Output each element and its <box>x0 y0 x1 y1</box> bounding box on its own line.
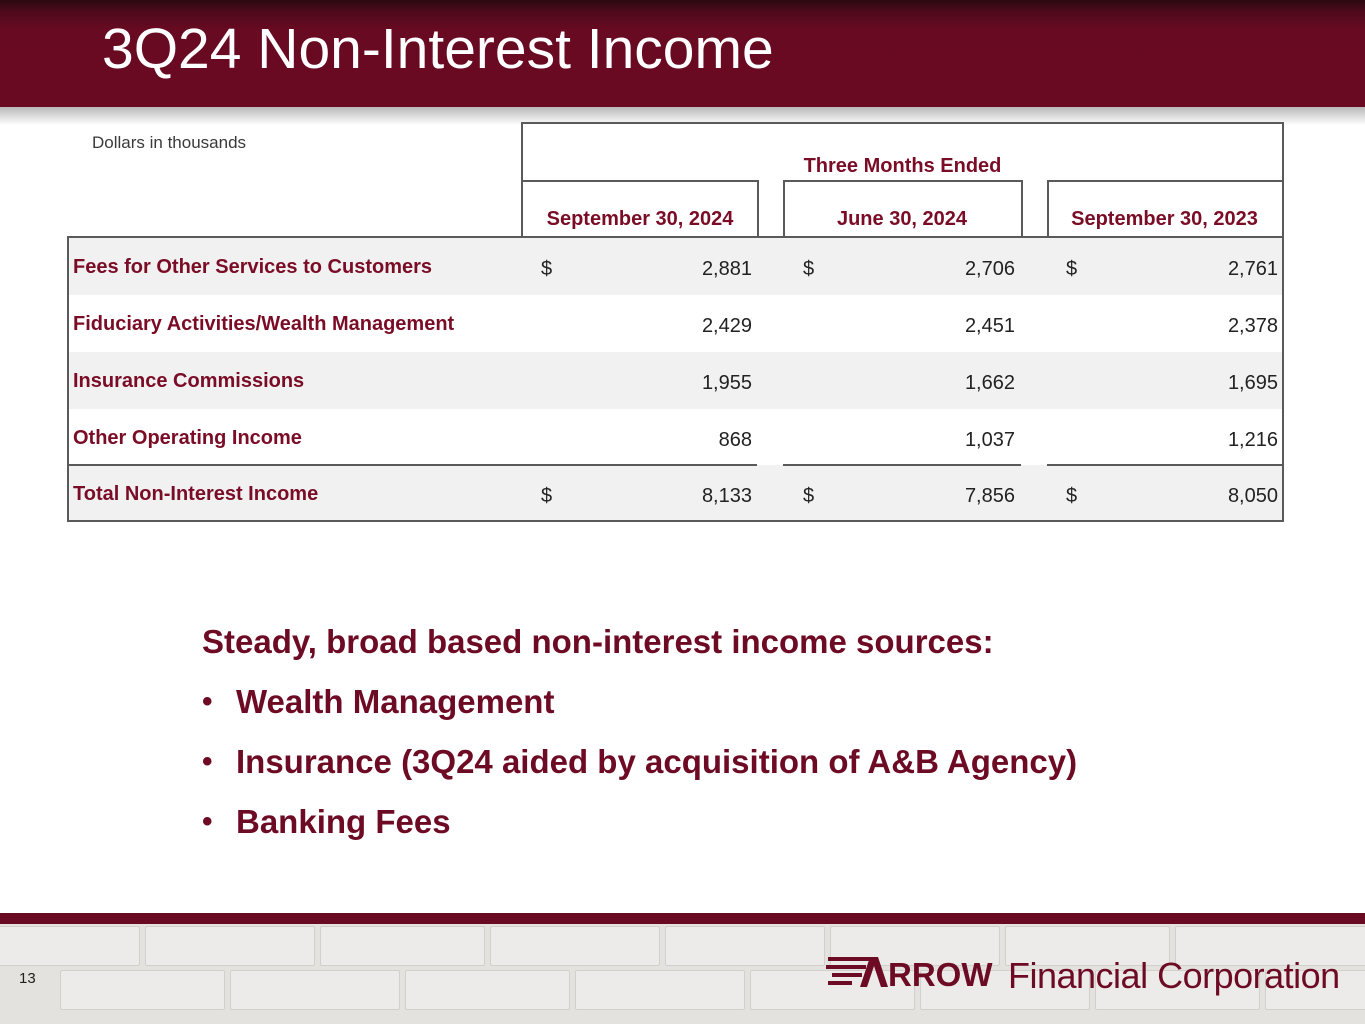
value-cell: 7,856 <box>964 485 1015 507</box>
value-cell: 1,662 <box>964 372 1015 394</box>
row-label: Other Operating Income <box>73 427 302 449</box>
bullet-item <box>202 802 1077 842</box>
row-label: Total Non-Interest Income <box>73 483 319 505</box>
bullet-text: Insurance (3Q24 aided by acquisition of A&B Agency) <box>236 743 1078 780</box>
units-note: Dollars in thousands <box>92 133 247 152</box>
total-rule <box>67 464 757 466</box>
bullet-text: Wealth Management <box>236 683 555 720</box>
table-row <box>67 409 1284 466</box>
page-number: 13 <box>19 970 36 987</box>
slide-title: 3Q24 Non-Interest Income <box>102 17 774 81</box>
header-divider <box>1047 180 1049 238</box>
value-cell: 1,037 <box>964 429 1015 451</box>
value-cell: 2,429 <box>701 315 752 337</box>
summary-lead: Steady, broad based non-interest income sources: <box>202 623 994 660</box>
value-cell: 1,216 <box>1227 429 1278 451</box>
total-rule <box>1047 464 1284 466</box>
value-cell: 1,695 <box>1227 372 1278 394</box>
column-header-sep-2024: September 30, 2024 <box>521 180 757 238</box>
table-row <box>67 295 1284 352</box>
table-row <box>67 352 1284 409</box>
total-rule <box>783 464 1021 466</box>
table-row-total <box>67 465 1284 522</box>
column-header-sep-2023: September 30, 2023 <box>1047 180 1284 238</box>
arrow-logo-icon <box>826 953 1006 995</box>
value-cell: 2,761 <box>1227 258 1278 280</box>
bullet-text: Banking Fees <box>236 803 451 840</box>
row-label: Insurance Commissions <box>73 370 305 392</box>
bullet-item <box>202 682 1077 722</box>
currency-symbol: $ <box>541 258 553 280</box>
bullet-dot: • <box>202 685 213 718</box>
header-divider <box>783 180 785 238</box>
value-cell: 2,451 <box>964 315 1015 337</box>
value-cell: 2,706 <box>964 258 1015 280</box>
row-label: Fiduciary Activities/Wealth Management <box>73 313 455 335</box>
bullet-dot: • <box>202 745 213 778</box>
value-cell: 2,881 <box>701 258 752 280</box>
bullet-item <box>202 742 1077 782</box>
currency-symbol: $ <box>1066 485 1078 507</box>
value-cell: 1,955 <box>701 372 752 394</box>
currency-symbol: $ <box>803 258 815 280</box>
currency-symbol: $ <box>1066 258 1078 280</box>
summary-bullets <box>202 622 1077 842</box>
column-header-jun-2024: June 30, 2024 <box>783 180 1021 238</box>
value-cell: 8,133 <box>701 485 752 507</box>
footer-bar <box>0 913 1365 924</box>
value-cell: 868 <box>718 429 752 451</box>
table-row <box>67 238 1284 295</box>
company-name: Financial Corporation <box>1008 955 1340 996</box>
currency-symbol: $ <box>803 485 815 507</box>
currency-symbol: $ <box>541 485 553 507</box>
group-header: Three Months Ended <box>521 122 1284 181</box>
value-cell: 2,378 <box>1227 315 1278 337</box>
non-interest-income-table <box>67 122 1284 522</box>
logo-wordmark: RROW <box>888 956 993 993</box>
row-label: Fees for Other Services to Customers <box>73 256 433 278</box>
header-divider <box>1021 180 1023 238</box>
header-divider <box>757 180 759 238</box>
value-cell: 8,050 <box>1227 485 1278 507</box>
bullet-dot: • <box>202 805 213 838</box>
